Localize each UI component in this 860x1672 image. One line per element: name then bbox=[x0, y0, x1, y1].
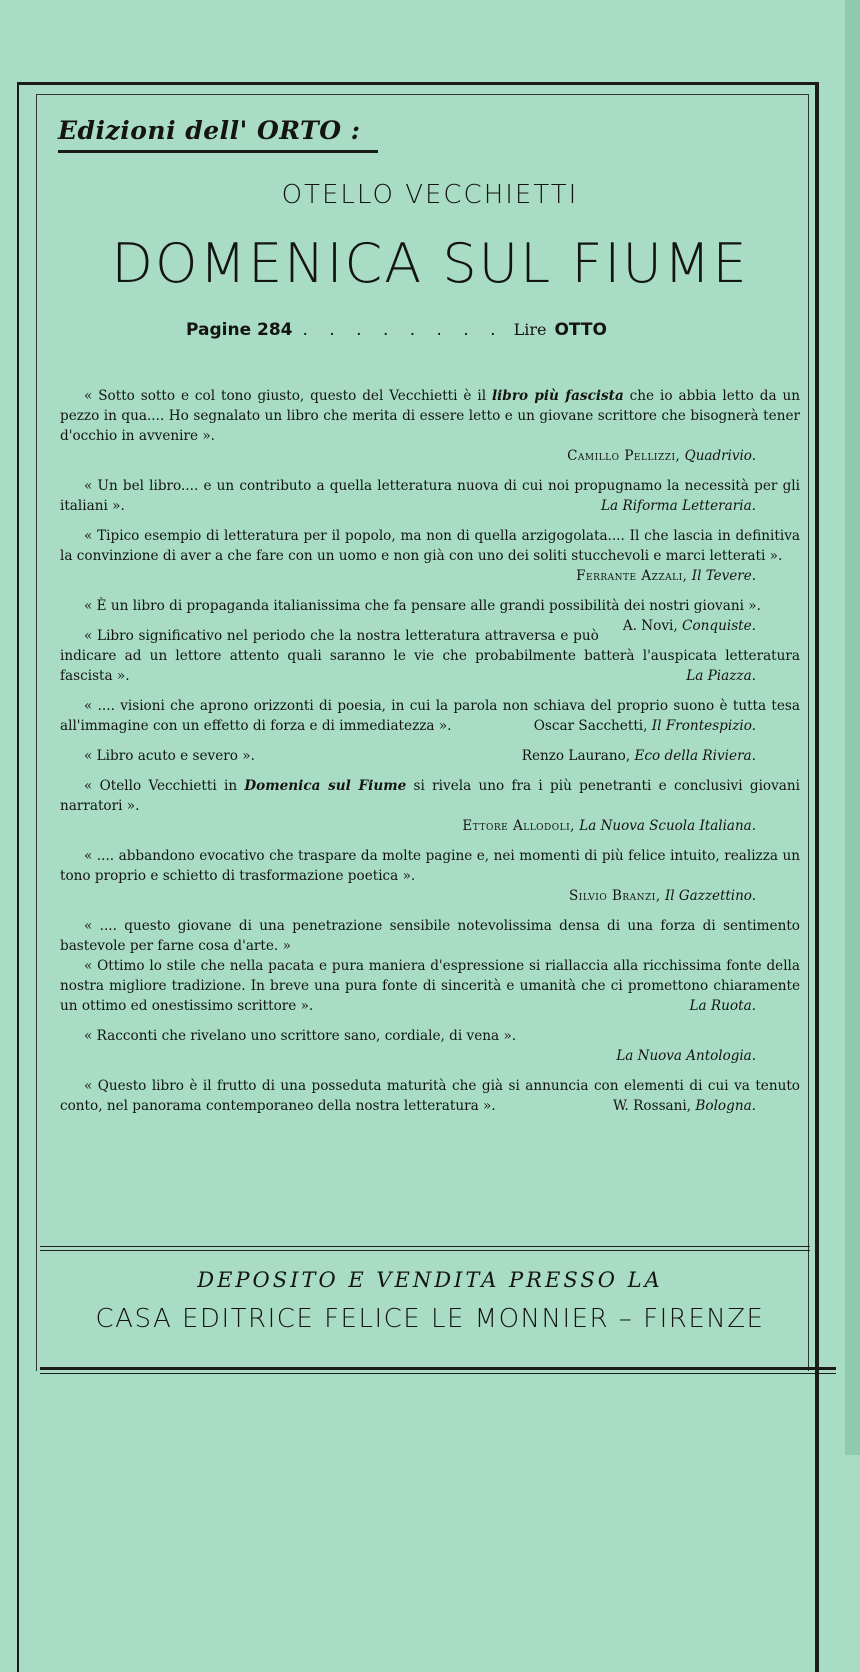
footer-rule bbox=[40, 1246, 810, 1247]
footer-rule-thin bbox=[40, 1250, 810, 1251]
review-quote: « Libro acuto e severo ». Renzo Laurano, Eco della Riviera. bbox=[60, 746, 800, 766]
price-line bbox=[186, 320, 666, 340]
review-source: Silvio Branzi, Il Gazzettino. bbox=[569, 888, 756, 904]
review-source: Oscar Sacchetti, Il Frontespizio. bbox=[533, 718, 756, 734]
review-quote: « Otello Vecchietti in Domenica sul Fiume si rivela uno fra i più penetranti e conclusivi giovani narratori ». bbox=[60, 778, 800, 814]
review-source: Renzo Laurano, Eco della Riviera. bbox=[521, 748, 756, 764]
review-quote: « .... questo giovane di una penetrazione sensibile notevolissima densa di una forza di sentimento bastevole per farne cosa d'arte. » bbox=[60, 918, 800, 954]
review-source: Ferrante Azzali, Il Tevere. bbox=[576, 568, 756, 584]
review-source: La Riforma Letteraria. bbox=[601, 498, 756, 514]
publisher-footer: CASA EDITRICE FELICE LE MONNIER – FIRENZE bbox=[95, 1304, 765, 1334]
review-quote: « Questo libro è il frutto di una posseduta maturità che già si annuncia con elementi di cui va tenuto conto, nel panorama contemporaneo della nostra letteratura ». W. Rossani, Bologna. bbox=[60, 1078, 800, 1114]
deposito-line: DEPOSITO E VENDITA PRESSO LA bbox=[197, 1268, 663, 1292]
reviews-section bbox=[60, 386, 800, 1116]
price-label: Lire bbox=[513, 320, 547, 339]
review-quote: « .... abbandono evocativo che traspare da molte pagine e, nei momenti di più felice intuito, realizza un tono proprio e schietto di trasformazione poetica ». bbox=[60, 848, 800, 884]
review-source: La Ruota. bbox=[689, 998, 756, 1014]
price-value: OTTO bbox=[554, 320, 607, 340]
review-source: Camillo Pellizzi, Quadrivio. bbox=[567, 448, 756, 464]
review-quote: « Racconti che rivelano uno scrittore sano, cordiale, di vena ». bbox=[84, 1028, 517, 1044]
review-quote: « Libro significativo nel periodo che la nostra letteratura attraversa e può indicare ad un lettore attento quali saranno le vie che probabilmente batterà l'auspicata letteratura fascista ». La Piazza. bbox=[60, 628, 800, 684]
review-quote: « Tipico esempio di letteratura per il popolo, ma non di quella arzigogolata.... Il che lascia in definitiva la convinzione di aver a che fare con un uomo e non già con uno dei soliti stucchevoli e marci letterati ». bbox=[60, 528, 800, 564]
pages-label: Pagine 284 bbox=[186, 320, 293, 340]
leader-dots: . . . . . . . . bbox=[302, 320, 504, 340]
review-quote: « Ottimo lo stile che nella pacata e pura maniera d'espressione si riallaccia alla ricchissima fonte della nostra migliore tradizione. In breve una pura fonte di sincerità e umanità che ci promettono chiaramente un ottimo ed onestissimo scrittore ». La Ruota. bbox=[60, 958, 800, 1014]
review-quote: « .... visioni che aprono orizzonti di poesia, in cui la parola non schiava del proprio suono è tutta tesa all'immagine con un effetto di forza e di immediatezza ». Oscar Sacchetti, Il Frontespizio. bbox=[60, 698, 800, 734]
review-source: La Nuova Antologia. bbox=[616, 1048, 756, 1064]
page-edge bbox=[845, 0, 860, 1455]
review-source: W. Rossani, Bologna. bbox=[612, 1098, 756, 1114]
review-source: A. Novi, Conquiste. bbox=[622, 618, 756, 634]
review-quote: « Sotto sotto e col tono giusto, questo del Vecchietti è il libro più fascista che io abbia letto da un pezzo in qua.... Ho segnalato un libro che merita di essere letto e un giovane scrittore che bisognerà tener d'occhio in avvenire ». bbox=[60, 388, 801, 444]
review-source: La Piazza. bbox=[686, 668, 756, 684]
review-quote: « È un libro di propaganda italianissima che fa pensare alle grandi possibilità dei nostri giovani ». A. Novi, Conquiste. bbox=[60, 596, 800, 616]
review-source: Ettore Allodoli, La Nuova Scuola Italiana. bbox=[462, 818, 756, 834]
book-title: DOMENICA SUL FIUME bbox=[111, 232, 749, 295]
inner-frame-top bbox=[36, 94, 809, 95]
bottom-rule bbox=[40, 1367, 836, 1370]
bottom-rule-thin bbox=[40, 1373, 836, 1374]
review-quote: « Un bel libro.... e un contributo a quella letteratura nuova di cui noi propugnamo la necessità per gli italiani ». La Riforma Letteraria. bbox=[60, 478, 800, 514]
publisher-header: Edizioni dell' ORTO : bbox=[58, 116, 361, 145]
book-author: OTELLO VECCHIETTI bbox=[281, 180, 579, 210]
header-underline bbox=[58, 150, 378, 153]
